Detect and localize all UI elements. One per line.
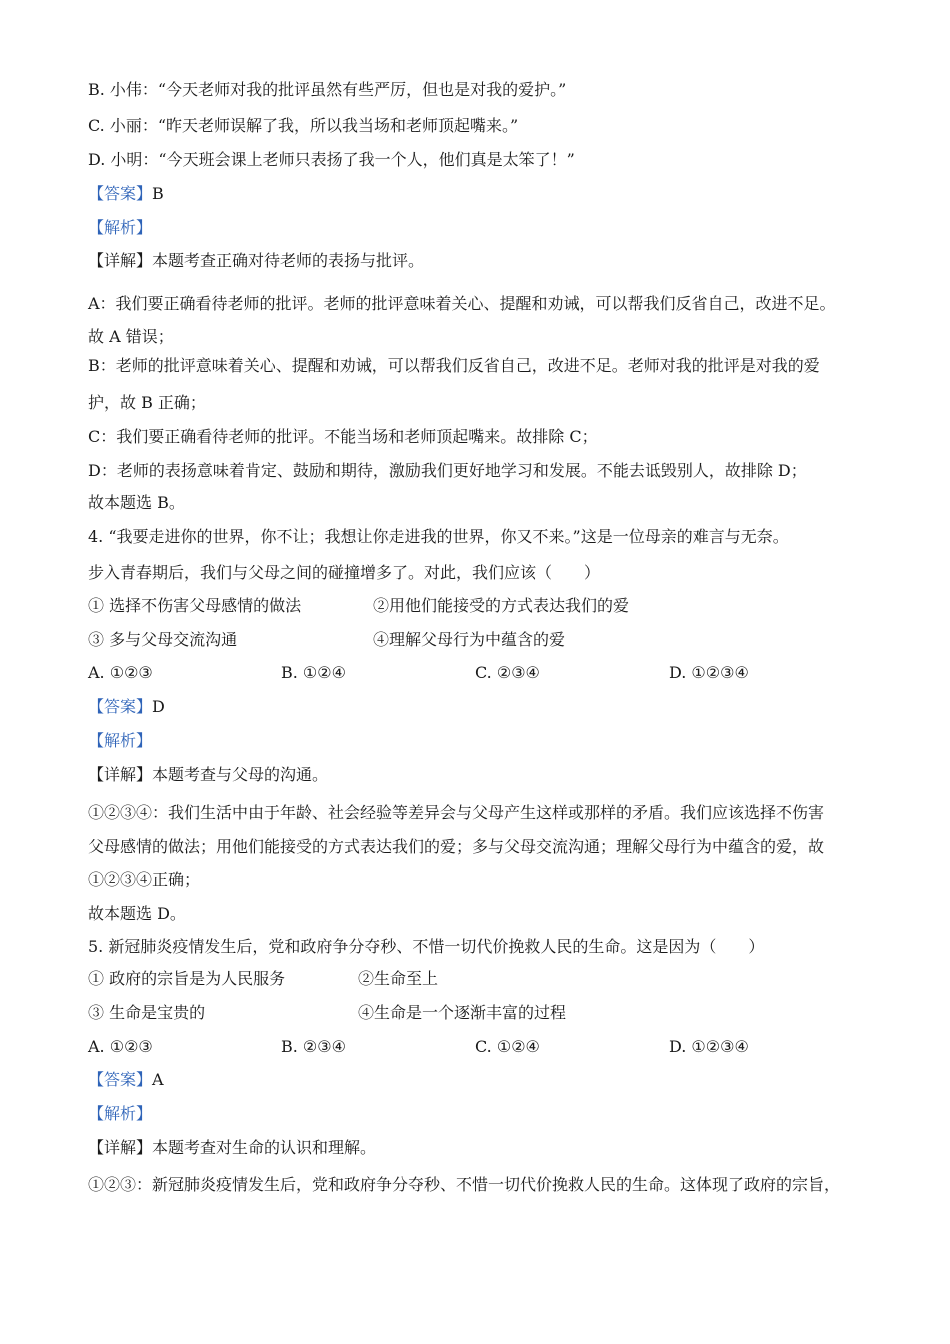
- q3-option-c: C. 小丽：“昨天老师误解了我，所以我当场和老师顶起嘴来。”: [88, 116, 519, 135]
- q5-detail: [88, 1138, 376, 1158]
- q4-detail: [88, 765, 328, 785]
- q4-explanation-cont2: ①②③④正确；: [88, 870, 201, 889]
- q3-conclusion: 故本题选 B。: [88, 493, 185, 512]
- detail-text: 本题考查对生命的认识和理解。: [152, 1138, 377, 1157]
- q3-option-b: B. 小伟：“今天老师对我的批评虽然有些严厉，但也是对我的爱护。”: [88, 80, 567, 99]
- q4-statement-2: ②用他们能接受的方式表达我们的爱: [373, 596, 630, 615]
- q5-option-a: A. ①②③: [88, 1037, 153, 1056]
- q3-explanation-d: D：老师的表扬意味着肯定、鼓励和期待，激励我们更好地学习和发展。不能去诋毁别人，故排除 D；: [88, 461, 807, 480]
- q4-analysis: [88, 731, 152, 751]
- q4-statement-1: ① 选择不伤害父母感情的做法: [88, 596, 302, 615]
- q5-explanation: ①②③：新冠肺炎疫情发生后，党和政府争分夺秒、不惜一切代价挽救人民的生命。这体现了政府的宗旨，: [88, 1175, 841, 1194]
- detail-text: 本题考查与父母的沟通。: [152, 765, 329, 784]
- detail-label: 【详解】: [88, 251, 153, 270]
- q3-answer: [88, 184, 164, 204]
- q5-statement-3: ③ 生命是宝贵的: [88, 1003, 206, 1022]
- q5-analysis: [88, 1104, 152, 1124]
- analysis-label: 【解析】: [88, 1104, 153, 1123]
- answer-value: D: [152, 697, 165, 716]
- answer-label: 【答案】: [88, 697, 153, 716]
- q4-conclusion: 故本题选 D。: [88, 904, 186, 923]
- q5-option-d: D. ①②③④: [669, 1037, 749, 1056]
- q3-explanation-c: C：我们要正确看待老师的批评。不能当场和老师顶起嘴来。故排除 C；: [88, 427, 598, 446]
- q5-answer: [88, 1070, 164, 1090]
- q4-option-c: C. ②③④: [475, 663, 540, 682]
- q5-statement-4: ④生命是一个逐渐丰富的过程: [358, 1003, 567, 1022]
- q3-option-d: D. 小明：“今天班会课上老师只表扬了我一个人，他们真是太笨了！”: [88, 150, 575, 169]
- q5-statement-2: ②生命至上: [358, 969, 439, 988]
- q4-explanation: ①②③④：我们生活中由于年龄、社会经验等差异会与父母产生这样或那样的矛盾。我们应该选择不伤害: [88, 803, 825, 822]
- q4-stem: 4. “我要走进你的世界，你不让；我想让你走进我的世界，你又不来。”这是一位母亲的难言与无奈。: [88, 527, 789, 546]
- q3-analysis: [88, 218, 152, 238]
- q3-explanation-b: B：老师的批评意味着关心、提醒和劝诫，可以帮我们反省自己，改进不足。老师对我的批评是对我的爱: [88, 356, 820, 375]
- q3-explanation-b-cont: 护，故 B 正确；: [88, 393, 206, 412]
- q4-option-d: D. ①②③④: [669, 663, 749, 682]
- answer-label: 【答案】: [88, 184, 153, 203]
- q5-option-c: C. ①②④: [475, 1037, 540, 1056]
- q3-detail: [88, 251, 424, 271]
- answer-value: B: [152, 184, 164, 203]
- q5-stem: 5. 新冠肺炎疫情发生后，党和政府争分夺秒、不惜一切代价挽救人民的生命。这是因为（ ）: [88, 937, 765, 956]
- detail-label: 【详解】: [88, 765, 153, 784]
- detail-label: 【详解】: [88, 1138, 153, 1157]
- q3-explanation-a: A：我们要正确看待老师的批评。老师的批评意味着关心、提醒和劝诫，可以帮我们反省自己，改进不足。: [88, 294, 836, 313]
- q4-explanation-cont: 父母感情的做法；用他们能接受的方式表达我们的爱；多与父母交流沟通；理解父母行为中蕴含的爱，故: [88, 837, 825, 856]
- q4-option-a: A. ①②③: [88, 663, 153, 682]
- q4-statement-3: ③ 多与父母交流沟通: [88, 630, 238, 649]
- q5-statement-1: ① 政府的宗旨是为人民服务: [88, 969, 286, 988]
- detail-text: 本题考查正确对待老师的表扬与批评。: [152, 251, 425, 270]
- answer-label: 【答案】: [88, 1070, 153, 1089]
- analysis-label: 【解析】: [88, 731, 153, 750]
- q4-stem-cont: 步入青春期后，我们与父母之间的碰撞增多了。对此，我们应该（ ）: [88, 563, 601, 582]
- q4-statement-4: ④理解父母行为中蕴含的爱: [373, 630, 566, 649]
- answer-value: A: [152, 1070, 164, 1089]
- q4-option-b: B. ①②④: [281, 663, 346, 682]
- q3-explanation-a-cont: 故 A 错误；: [88, 327, 174, 346]
- q4-answer: [88, 697, 165, 717]
- q5-option-b: B. ②③④: [281, 1037, 346, 1056]
- analysis-label: 【解析】: [88, 218, 153, 237]
